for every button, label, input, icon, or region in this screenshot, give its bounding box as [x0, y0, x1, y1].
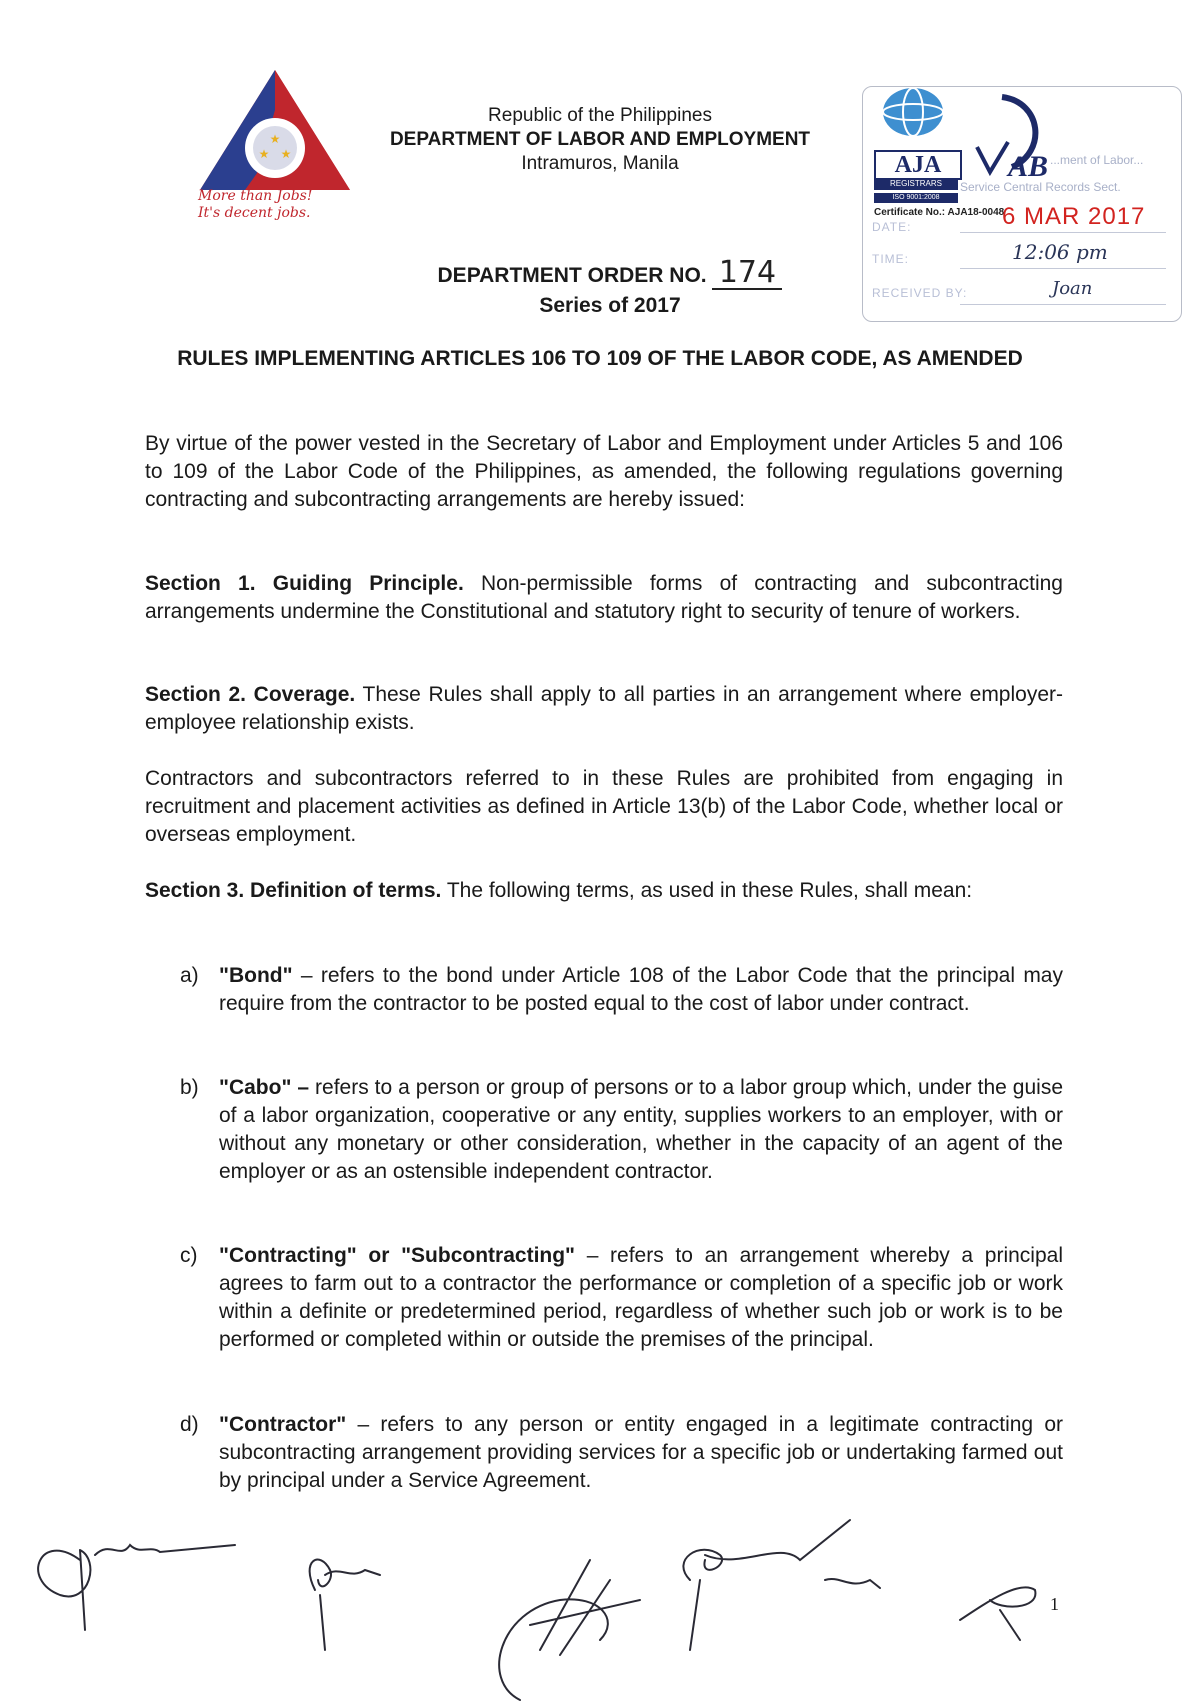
- logo-tagline: [198, 188, 368, 222]
- logo-tagline-line-2: It's decent jobs.: [198, 205, 311, 221]
- order-number: 174: [712, 258, 782, 290]
- definition-text: – refers to the bond under Article 108 of the Labor Code that the principal may require from the contractor to be posted equal to the cost of labor under contract.: [219, 964, 1063, 1015]
- initial-signature: [310, 1560, 380, 1650]
- order-label: DEPARTMENT ORDER NO.: [437, 264, 707, 287]
- definition-text: – refers to an arrangement whereby a principal agrees to farm out to a contractor the performance or completion of a specific job or work within a definite or predetermined period, regardless of whether such job or work is to be performed or completed within or outside the premises of the principal.: [219, 1244, 1063, 1351]
- definition-label: d): [180, 1413, 199, 1436]
- initial-signature: [960, 1587, 1035, 1640]
- initial-signature: [683, 1520, 880, 1650]
- definition-item: [180, 1074, 1063, 1186]
- logo-tagline-line-1: More than Jobs!: [198, 188, 313, 204]
- definition-item: [180, 1411, 1063, 1495]
- definition-label: b): [180, 1076, 199, 1099]
- definition-term: "Bond": [219, 964, 293, 987]
- section-2-text: These Rules shall apply to all parties in an arrangement where employer-employee relationship exists.: [145, 683, 1064, 734]
- country-name: Republic of the Philippines: [488, 105, 712, 126]
- definition-label: c): [180, 1244, 198, 1267]
- section-2: [145, 681, 1063, 737]
- stamp-divider: [960, 232, 1166, 233]
- definition-text: refers to a person or group of persons or to a labor group which, under the guise of a labor organization, cooperative or any entity, supplies workers to an employer, with or without any monetary or other consideration, whether in the capacity of an agent of the employer or as an ostensible independent contractor.: [219, 1076, 1063, 1183]
- section-1: [145, 570, 1063, 626]
- svg-text:★: ★: [280, 147, 292, 161]
- stamp-date-value: 6 MAR 2017: [1002, 203, 1146, 230]
- svg-text:★: ★: [258, 147, 270, 161]
- definition-term: "Contractor": [219, 1413, 347, 1436]
- stamp-iso: ISO 9001:2008: [874, 193, 958, 203]
- ukas-ab-mark: [972, 92, 1052, 182]
- definition-item: [180, 1242, 1063, 1354]
- page-number: 1: [1050, 1594, 1059, 1614]
- initial-signature: [38, 1545, 235, 1630]
- section-2-heading: Section 2. Coverage.: [145, 683, 356, 706]
- initial-signature: [499, 1560, 640, 1700]
- department-location: Intramuros, Manila: [521, 153, 679, 174]
- section-3: [145, 877, 1063, 905]
- stamp-faint-text-2: Service Central Records Sect.: [960, 180, 1121, 194]
- letterhead: [370, 104, 830, 176]
- stamp-received-value: Joan: [1052, 278, 1093, 299]
- stamp-received-label: RECEIVED BY:: [872, 286, 968, 300]
- stamp-aja-mark: AJA: [874, 150, 962, 180]
- svg-text:★: ★: [269, 132, 281, 146]
- section-3-heading: Section 3. Definition of terms.: [145, 879, 442, 902]
- definition-term: "Contracting" or "Subcontracting": [219, 1244, 576, 1267]
- stamp-time-value: 12:06 pm: [1012, 240, 1108, 264]
- stamp-date-label: DATE:: [872, 220, 912, 234]
- definition-term: "Cabo" –: [219, 1076, 310, 1099]
- document-title: RULES IMPLEMENTING ARTICLES 106 TO 109 OF THE LABOR CODE, AS AMENDED: [177, 347, 1023, 370]
- stamp-divider: [960, 304, 1166, 305]
- certificate-number: Certificate No.: AJA18-0048: [874, 207, 1005, 218]
- order-series: Series of 2017: [539, 294, 681, 317]
- department-order-block: [400, 255, 820, 321]
- section-1-text: Non-permissible forms of contracting and subcontracting arrangements undermine the Constitutional and statutory right to security of tenure of workers.: [145, 572, 1063, 623]
- section-1-heading: Section 1. Guiding Principle.: [145, 572, 464, 595]
- stamp-registrars: REGISTRARS: [874, 178, 958, 190]
- intro-paragraph: By virtue of the power vested in the Secretary of Labor and Employment under Articles 5 and 106 to 109 of the Labor Code of the Philippines, as amended, the following regulations governing contracting and subcontracting arrangements are hereby issued:: [145, 432, 1063, 511]
- stamp-divider: [960, 268, 1166, 269]
- stamp-faint-text-1: ...ment of Labor...: [1050, 153, 1144, 167]
- definition-text: – refers to any person or entity engaged in a legitimate contracting or subcontracting arrangement providing services for a specific job or undertaking farmed out by principal under a Service Agreement.: [219, 1413, 1063, 1492]
- section-3-text: The following terms, as used in these Rules, shall mean:: [441, 879, 973, 902]
- stamp-ab-text: AB: [1008, 150, 1049, 182]
- signature-initials: [0, 1500, 1200, 1707]
- definition-label: a): [180, 964, 199, 987]
- stamp-time-label: TIME:: [872, 252, 909, 266]
- department-name: DEPARTMENT OF LABOR AND EMPLOYMENT: [389, 129, 811, 150]
- section-2-paragraph-2: Contractors and subcontractors referred to in these Rules are prohibited from engaging in recruitment and placement activities as defined in Article 13(b) of the Labor Code, whether local or overseas employment.: [145, 767, 1063, 846]
- definition-item: [180, 962, 1063, 1018]
